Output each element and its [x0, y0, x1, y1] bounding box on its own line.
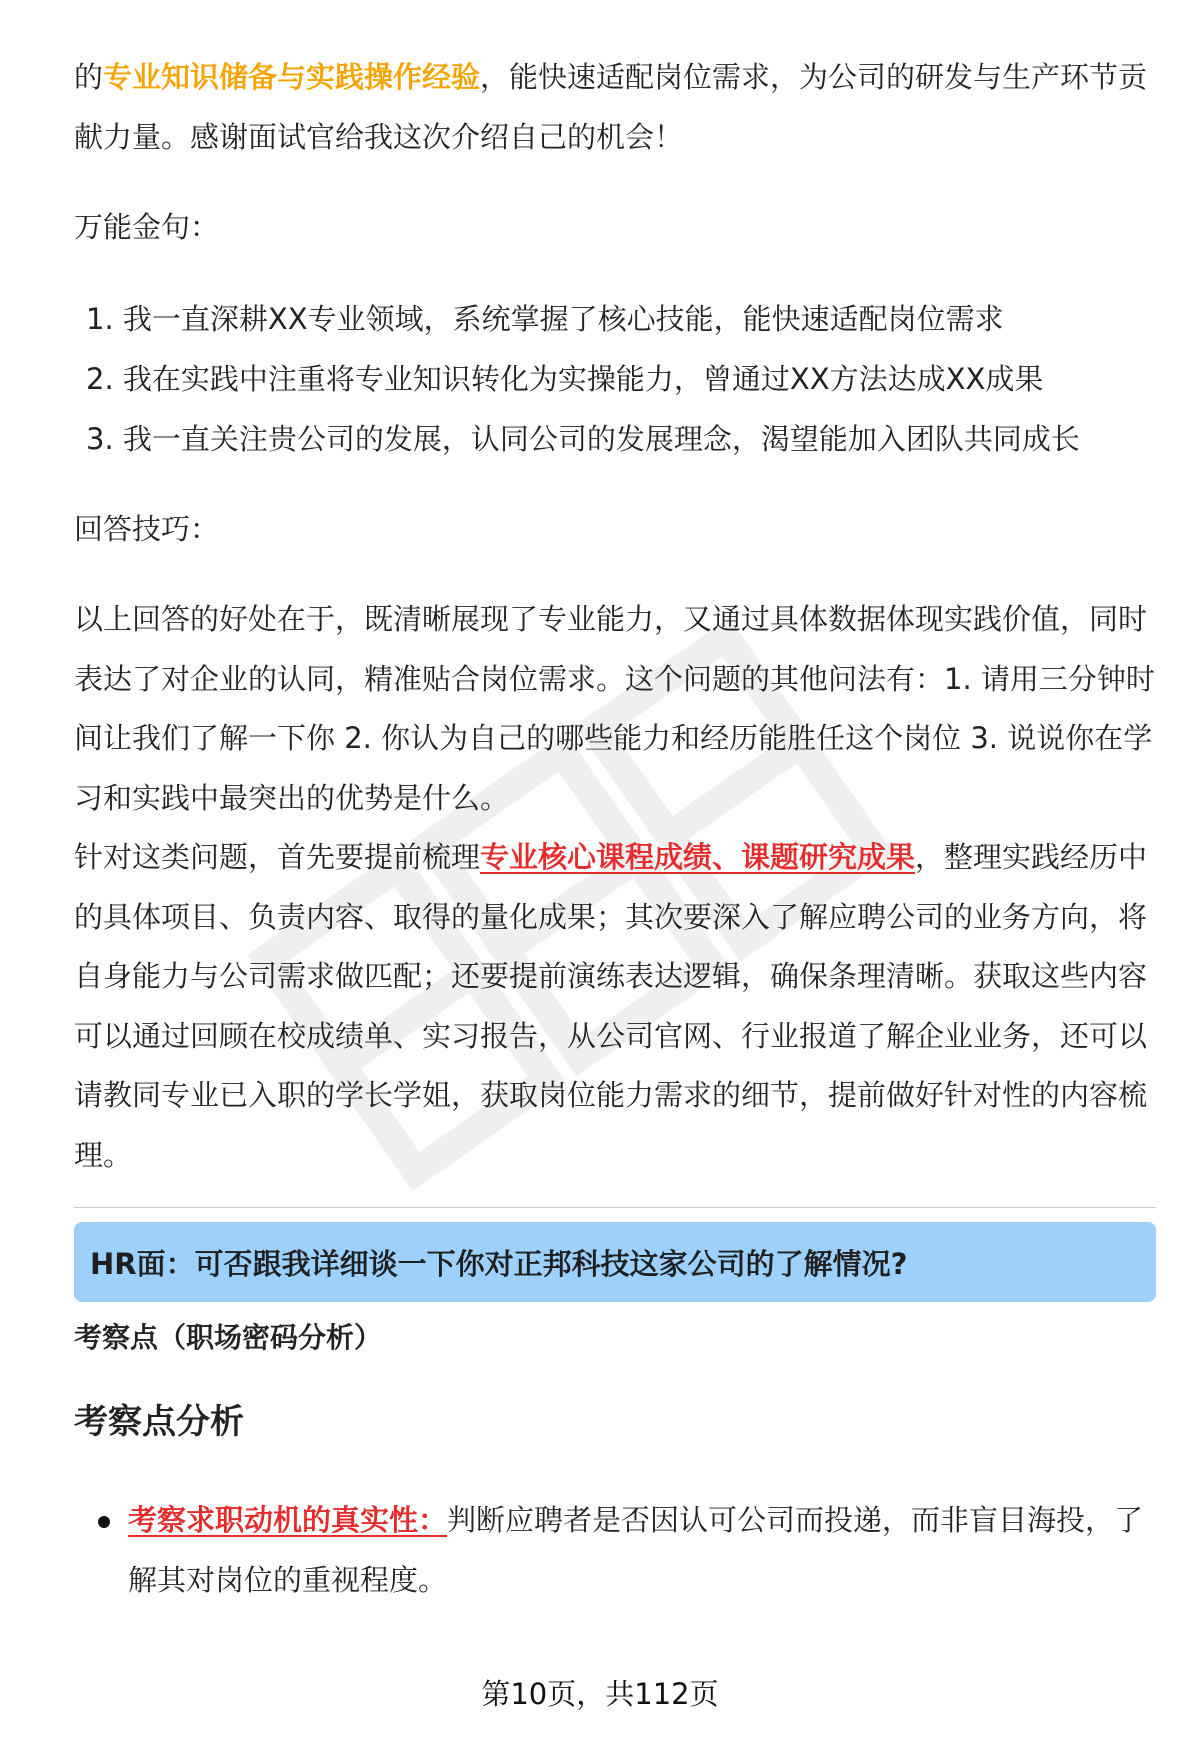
analysis-highlight: 考察求职动机的真实性： — [128, 1503, 448, 1537]
tips-title: 回答技巧： — [74, 511, 220, 546]
intro-prefix: 的 — [74, 60, 104, 94]
page-footer: 第10页，共112页 — [481, 1677, 719, 1711]
hr-question-bar — [74, 1222, 1156, 1302]
intro-paragraph — [74, 48, 1156, 167]
intro-highlight: 专业知识储备与实践操作经验 — [103, 60, 481, 94]
subheading: 考察点（职场密码分析） — [74, 1321, 383, 1354]
tips-paragraph-1: 以上回答的好处在于，既清晰展现了专业能力，又通过具体数据体现实践价值，同时表达了对企业的认同，精准贴合岗位需求。这个问题的其他问法有：1. 请用三分钟时间让我们了解一下你 2. 你认为自己的哪些能力和经历能胜任这个岗位 3. 说说你在学习和实践中最突出的优势是什么。 — [74, 602, 1155, 815]
golden-list — [74, 289, 1156, 469]
analysis-title: 考察点分析 — [74, 1402, 244, 1442]
tips-highlight: 专业核心课程成绩、课题研究成果 — [480, 840, 916, 874]
divider — [74, 1207, 1156, 1208]
analysis-text: 判断应聘者是否因认可公司而投递，而非盲目海投，了解其对岗位的重视程度。 — [128, 1503, 1144, 1597]
analysis-list — [74, 1490, 1156, 1610]
golden-title: 万能金句： — [74, 210, 220, 244]
document-page — [74, 48, 1156, 1610]
list-item: 2. 我在实践中注重将专业知识转化为实操能力，曾通过XX方法达成XX成果 — [86, 361, 1044, 396]
bullet-icon — [98, 1516, 110, 1528]
tips-suffix: ，整理实践经历中的具体项目、负责内容、取得的量化成果；其次要深入了解应聘公司的业务方向，将自身能力与公司需求做匹配；还要提前演练表达逻辑，确保条理清晰。获取这些内容可以通过回顾在校成绩单、实习报告，从公司官网、行业报道了解企业业务，还可以请教同专业已入职的学长学姐，获取岗位能力需求的细节，提前做好针对性的内容梳理。 — [74, 840, 1148, 1172]
hr-question-text: HR面：可否跟我详细谈一下你对正邦科技这家公司的了解情况? — [90, 1246, 908, 1281]
tips-paragraph-2 — [74, 828, 1156, 1185]
list-item — [74, 1490, 1156, 1610]
intro-suffix: ，能快速适配岗位需求，为公司的研发与生产环节贡献力量。感谢面试官给我这次介绍自己的机会！ — [74, 60, 1148, 154]
list-item: 1. 我一直深耕XX专业领域，系统掌握了核心技能，能快速适配岗位需求 — [86, 301, 1004, 336]
tips-prefix: 针对这类问题，首先要提前梳理 — [74, 840, 481, 874]
list-item: 3. 我一直关注贵公司的发展，认同公司的发展理念，渴望能加入团队共同成长 — [86, 421, 1080, 456]
